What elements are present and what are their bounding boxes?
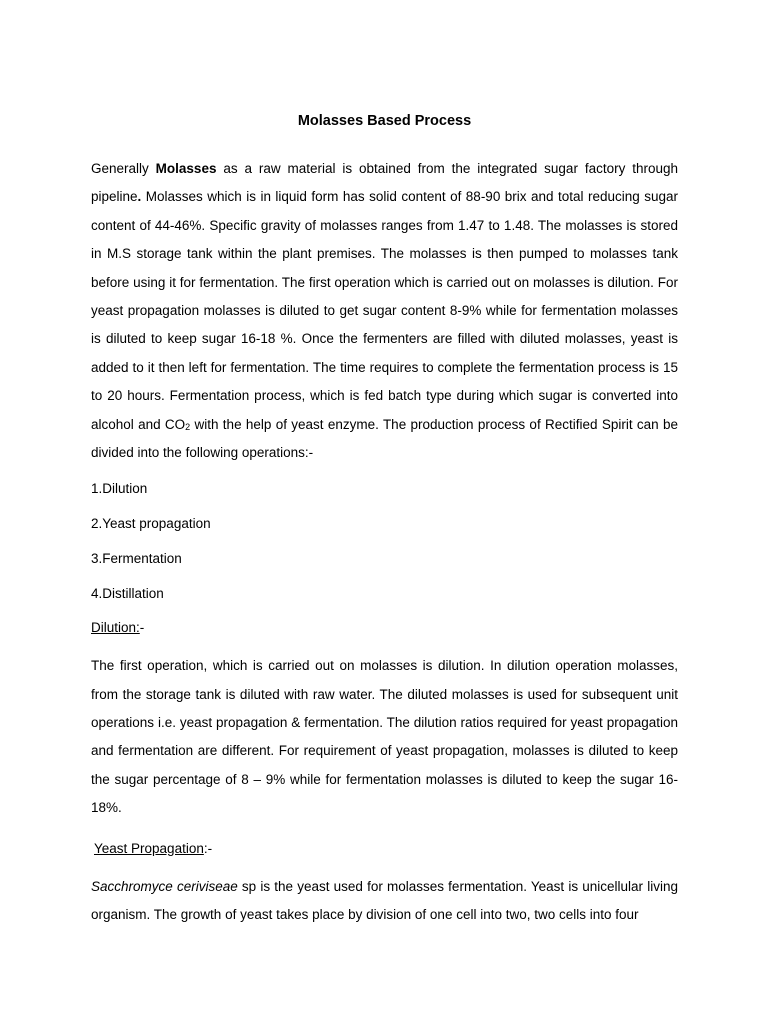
intro-text-end: with the help of yeast enzyme. The production process of Rectified Spirit can be divided into the following operations:-	[91, 416, 678, 461]
list-item: 2.Yeast propagation	[91, 516, 211, 532]
intro-bold-molasses: Molasses	[155, 161, 217, 176]
list-item: 3.Fermentation	[91, 550, 182, 566]
yeast-paragraph-text: sp is the yeast used for molasses fermentation. Yeast is unicellular living organism. The growth of yeast takes place by division of one cell into two, two cells into four	[91, 878, 678, 923]
dilution-heading	[91, 618, 678, 638]
co2-subscript: 2	[185, 421, 191, 432]
operations-list	[91, 479, 678, 603]
yeast-propagation-heading	[91, 839, 678, 859]
intro-bold-period: .	[137, 189, 142, 205]
intro-text-start: Generally	[91, 161, 156, 176]
page-title: Molasses Based Process	[297, 113, 472, 129]
intro-text-rest: Molasses which is in liquid form has solid content of 88-90 brix and total reducing sugar content of 44-46%. Specific gravity of molasses ranges from 1.47 to 1.48. The molasses is stored in M.S storage tank within the plant premises. The molasses is then pumped to molasses tank before using it for fermentation. The first operation which is carried out on molasses is dilution. For yeast propagation molasses is diluted to get sugar content 8-9% while for fermentation molasses is diluted to keep sugar 16-18 %. Once the fermenters are filled with diluted molasses, yeast is added to it then left for fermentation. The time requires to complete the fermentation process is 15 to 20 hours. Fermentation process, which is fed batch type during which sugar is converted into alcohol and CO	[91, 189, 678, 432]
list-item: 1.Dilution	[91, 481, 148, 497]
list-item: 4.Distillation	[91, 585, 164, 601]
yeast-heading-label: Yeast Propagation	[94, 840, 204, 856]
yeast-heading-suffix: :-	[203, 840, 213, 856]
dilution-heading-suffix: -	[139, 620, 145, 636]
yeast-species-name: Sacchromyce ceriviseae	[91, 878, 238, 894]
document-content	[91, 109, 678, 929]
intro-text-after-bold: as a raw material is obtained from the integrated sugar factory through pipeline	[91, 161, 678, 205]
dilution-paragraph: The first operation, which is carried out on molasses is dilution. In dilution operation molasses, from the storage tank is diluted with raw water. The diluted molasses is used for subsequent unit operations i.e. yeast propagation & fermentation. The dilution ratios required for yeast propagation and fermentation are different. For requirement of yeast propagation, molasses is diluted to keep the sugar percentage of 8 – 9% while for fermentation molasses is diluted to keep the sugar 16-18%.	[91, 658, 678, 816]
intro-paragraph	[91, 155, 678, 467]
yeast-paragraph	[91, 873, 678, 930]
dilution-heading-label: Dilution:	[91, 620, 140, 636]
